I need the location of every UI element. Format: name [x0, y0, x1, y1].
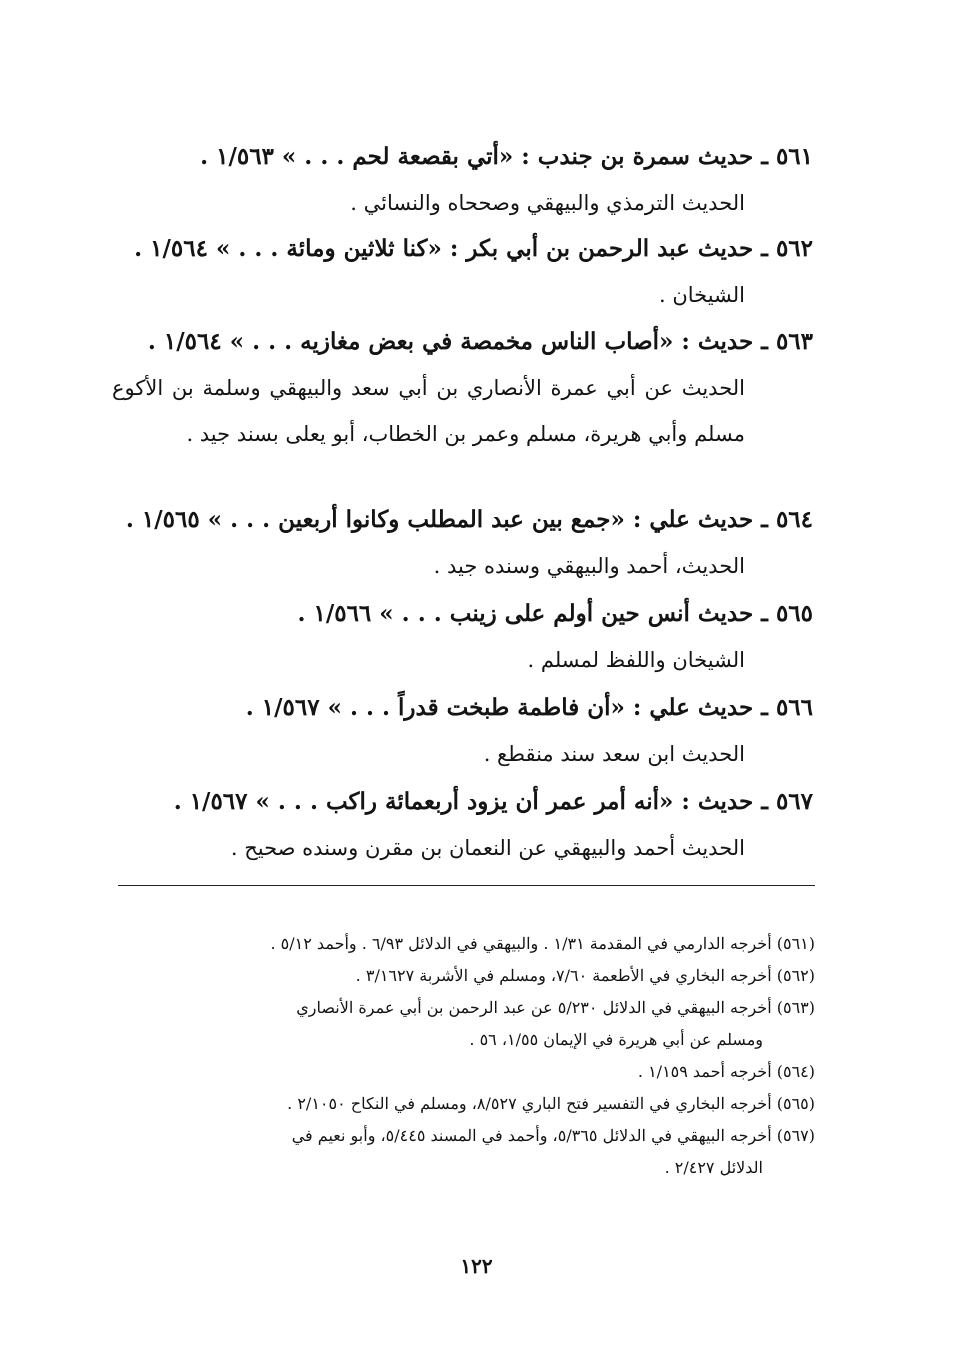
- entry-562: [134, 226, 813, 318]
- entry-body: الشيخان .: [658, 283, 745, 307]
- entry-body: الحديث عن أبي عمرة الأنصاري بن أبي سعد والبيهقي وسلمة بن الأكوع مسلم وأبي هريرة، مسلم وعمر بن الخطاب، أبو يعلى بسند جيد .: [112, 376, 745, 446]
- entry-body: الشيخان واللفظ لمسلم .: [527, 648, 745, 672]
- entry-heading: ٥٦٣ ـ حديث : «أصاب الناس مخمصة في بعض مغازيه . . . » ١/٥٦٤ .: [147, 328, 813, 355]
- entry-566: [246, 685, 813, 777]
- entry-561: [200, 134, 813, 226]
- footnote-563-continuation: ومسلم عن أبي هريرة في الإيمان ١/٥٥، ٥٦ .: [469, 1030, 763, 1049]
- entry-body: الحديث أحمد والبيهقي عن النعمان بن مقرن وسنده صحيح .: [230, 836, 745, 860]
- entry-564: [126, 497, 813, 589]
- entry-heading: ٥٦٦ ـ حديث علي : «أن فاطمة طبخت قدراً . . . » ١/٥٦٧ .: [245, 694, 813, 721]
- page-number: ١٢٢: [460, 1254, 493, 1278]
- entry-body: الحديث الترمذي والبيهقي وصححاه والنسائي .: [350, 191, 745, 215]
- entry-heading: ٥٦٥ ـ حديث أنس حين أولم على زينب . . . » ١/٥٦٦ .: [297, 600, 813, 627]
- footnote-561: (٥٦١) أخرجه الدارمي في المقدمة ١/٣١ . والبيهقي في الدلائل ٦/٩٣ . وأحمد ٥/١٢ .: [270, 934, 815, 953]
- entry-565: [297, 591, 813, 683]
- entry-563: [112, 319, 813, 457]
- footnote-562: (٥٦٢) أخرجه البخاري في الأطعمة ٧/٦٠، ومسلم في الأشربة ٣/١٦٢٧ .: [355, 966, 815, 985]
- footnote-564: (٥٦٤) أخرجه أحمد ١/١٥٩ .: [637, 1062, 815, 1081]
- footnote-divider: [118, 885, 815, 886]
- footnote-563: (٥٦٣) أخرجه البيهقي في الدلائل ٥/٢٣٠ عن عبد الرحمن بن أبي عمرة الأنصاري: [296, 998, 815, 1017]
- entry-567: [174, 779, 813, 871]
- footnote-567-continuation: الدلائل ٢/٤٢٧ .: [664, 1158, 763, 1177]
- footnote-567: (٥٦٧) أخرجه البيهقي في الدلائل ٥/٣٦٥، وأحمد في المسند ٥/٤٤٥، وأبو نعيم في: [291, 1126, 815, 1145]
- entry-heading: ٥٦١ ـ حديث سمرة بن جندب : «أتي بقصعة لحم . . . » ١/٥٦٣ .: [200, 143, 813, 170]
- entry-heading: ٥٦٤ ـ حديث علي : «جمع بين عبد المطلب وكانوا أربعين . . . » ١/٥٦٥ .: [125, 506, 813, 533]
- entry-heading: ٥٦٢ ـ حديث عبد الرحمن بن أبي بكر : «كنا ثلاثين ومائة . . . » ١/٥٦٤ .: [134, 235, 813, 262]
- entry-heading: ٥٦٧ ـ حديث : «أنه أمر عمر أن يزود أربعمائة راكب . . . » ١/٥٦٧ .: [173, 788, 813, 815]
- entry-body: الحديث، أحمد والبيهقي وسنده جيد .: [433, 554, 745, 578]
- entry-body: الحديث ابن سعد سند منقطع .: [483, 742, 745, 766]
- footnote-565: (٥٦٥) أخرجه البخاري في التفسير فتح الباري ٨/٥٢٧، ومسلم في النكاح ٢/١٠٥٠ .: [287, 1094, 815, 1113]
- footnotes: [112, 928, 815, 1184]
